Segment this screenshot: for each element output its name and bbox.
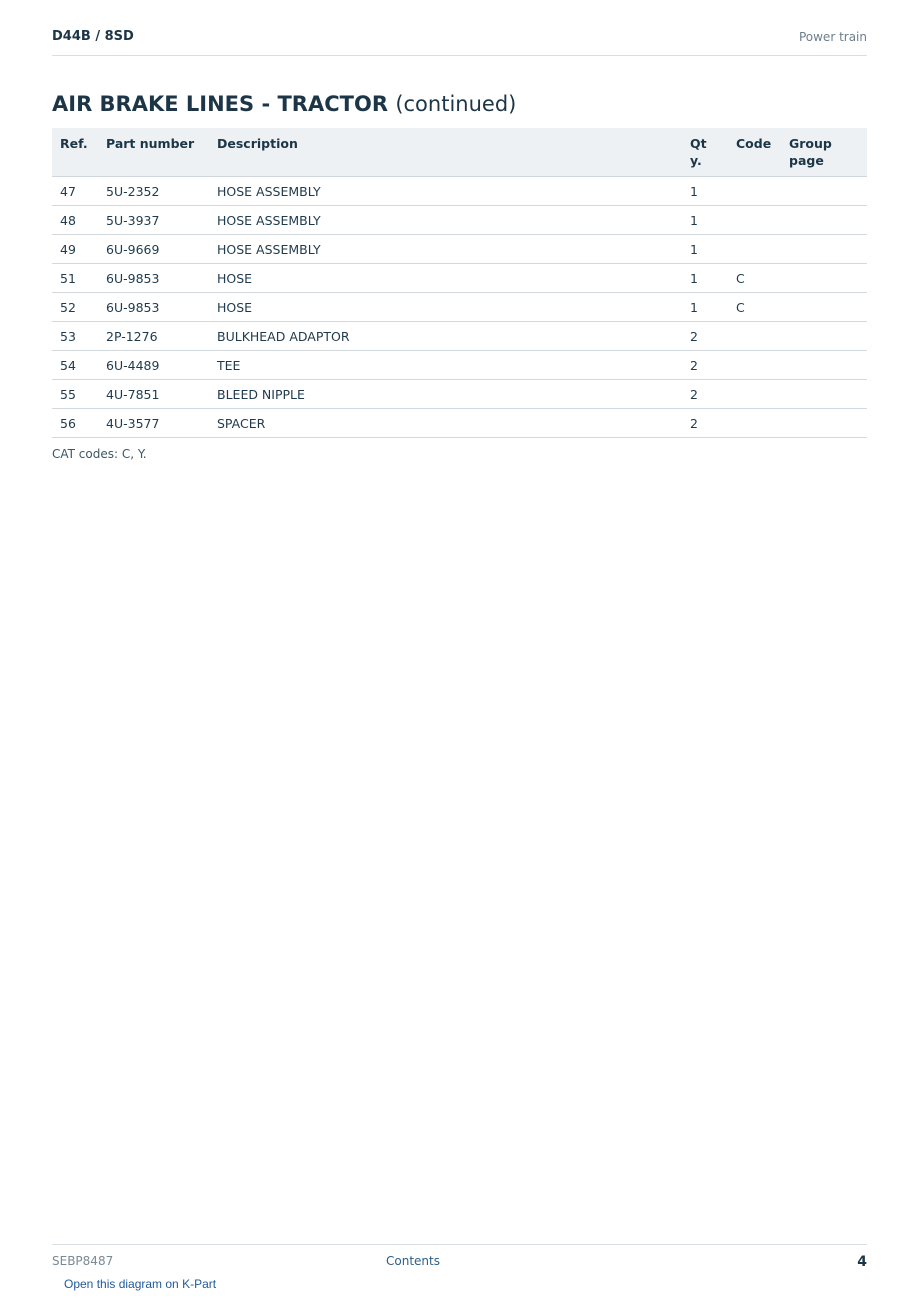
- cell-code: [728, 380, 781, 409]
- table-row: [52, 264, 867, 293]
- page-number: 4: [857, 1254, 867, 1270]
- parts-table: [52, 128, 867, 438]
- col-header-qty-cell: [682, 128, 728, 177]
- cell-part-number: 4U-7851: [98, 380, 209, 409]
- page-footer: [52, 1244, 867, 1269]
- cell-part-number: 6U-9853: [98, 293, 209, 322]
- breadcrumb-model: D44B: [52, 29, 91, 44]
- cell-description: BULKHEAD ADAPTOR: [209, 322, 682, 351]
- cell-qty: 2: [682, 351, 728, 380]
- cell-qty: 1: [682, 206, 728, 235]
- col-header-part-number: Part number: [98, 128, 209, 177]
- cell-group-page: [781, 322, 867, 351]
- cell-code: [728, 206, 781, 235]
- document-id: SEBP8487: [52, 1254, 114, 1268]
- page-title: [52, 89, 516, 119]
- col-header-description: Description: [209, 128, 682, 177]
- cell-ref: 49: [52, 235, 98, 264]
- cell-description: TEE: [209, 351, 682, 380]
- cell-ref: 55: [52, 380, 98, 409]
- cell-part-number: 2P-1276: [98, 322, 209, 351]
- section-label: Power train: [798, 30, 867, 44]
- cell-qty: 1: [682, 264, 728, 293]
- table-row: [52, 177, 867, 206]
- cell-group-page: [781, 293, 867, 322]
- breadcrumb-serial: 8SD: [104, 29, 134, 44]
- cell-code: [728, 177, 781, 206]
- cell-description: HOSE ASSEMBLY: [209, 235, 682, 264]
- cell-description: HOSE ASSEMBLY: [209, 177, 682, 206]
- cell-part-number: 5U-2352: [98, 177, 209, 206]
- cell-code: [728, 322, 781, 351]
- cell-ref: 47: [52, 177, 98, 206]
- cell-code: C: [728, 293, 781, 322]
- cell-part-number: 6U-9853: [98, 264, 209, 293]
- table-row: [52, 206, 867, 235]
- table-row: [52, 409, 867, 438]
- cell-description: HOSE: [209, 264, 682, 293]
- cell-ref: 54: [52, 351, 98, 380]
- breadcrumb-separator: /: [95, 29, 101, 44]
- breadcrumb: [52, 29, 134, 44]
- cell-description: HOSE: [209, 293, 682, 322]
- cell-group-page: [781, 235, 867, 264]
- contents-link[interactable]: Contents: [386, 1254, 440, 1268]
- cell-ref: 53: [52, 322, 98, 351]
- cell-group-page: [781, 409, 867, 438]
- cell-qty: 1: [682, 177, 728, 206]
- table-row: [52, 235, 867, 264]
- page-title-main: AIR BRAKE LINES - TRACTOR: [52, 92, 388, 116]
- page-title-suffix: (continued): [395, 92, 517, 116]
- cell-ref: 56: [52, 409, 98, 438]
- cell-code: C: [728, 264, 781, 293]
- cell-qty: 1: [682, 293, 728, 322]
- cell-description: BLEED NIPPLE: [209, 380, 682, 409]
- cell-description: HOSE ASSEMBLY: [209, 206, 682, 235]
- col-header-group-page: Group page: [789, 136, 832, 168]
- cell-description: SPACER: [209, 409, 682, 438]
- table-row: [52, 380, 867, 409]
- cell-group-page: [781, 380, 867, 409]
- cell-code: [728, 351, 781, 380]
- parts-table-body: [52, 177, 867, 438]
- cell-part-number: 6U-9669: [98, 235, 209, 264]
- col-header-group-page-cell: [781, 128, 867, 177]
- cell-code: [728, 235, 781, 264]
- cell-ref: 52: [52, 293, 98, 322]
- cell-ref: 51: [52, 264, 98, 293]
- col-header-ref: Ref.: [52, 128, 98, 177]
- col-header-qty: Qty.: [690, 136, 707, 168]
- cell-qty: 2: [682, 409, 728, 438]
- parts-table-header: [52, 128, 867, 177]
- table-row: [52, 322, 867, 351]
- cell-qty: 2: [682, 380, 728, 409]
- page-header: [52, 28, 867, 56]
- cell-part-number: 6U-4489: [98, 351, 209, 380]
- cell-part-number: 4U-3577: [98, 409, 209, 438]
- cell-code: [728, 409, 781, 438]
- cell-group-page: [781, 264, 867, 293]
- cell-qty: 1: [682, 235, 728, 264]
- open-kpart-link[interactable]: Open this diagram on K-Part: [64, 1277, 217, 1291]
- cell-qty: 2: [682, 322, 728, 351]
- col-header-code: Code: [728, 128, 781, 177]
- table-row: [52, 351, 867, 380]
- cell-group-page: [781, 351, 867, 380]
- cat-codes-note: CAT codes: C, Y.: [52, 447, 147, 461]
- cell-group-page: [781, 206, 867, 235]
- cell-group-page: [781, 177, 867, 206]
- cell-ref: 48: [52, 206, 98, 235]
- cell-part-number: 5U-3937: [98, 206, 209, 235]
- table-row: [52, 293, 867, 322]
- header-row: [52, 128, 867, 177]
